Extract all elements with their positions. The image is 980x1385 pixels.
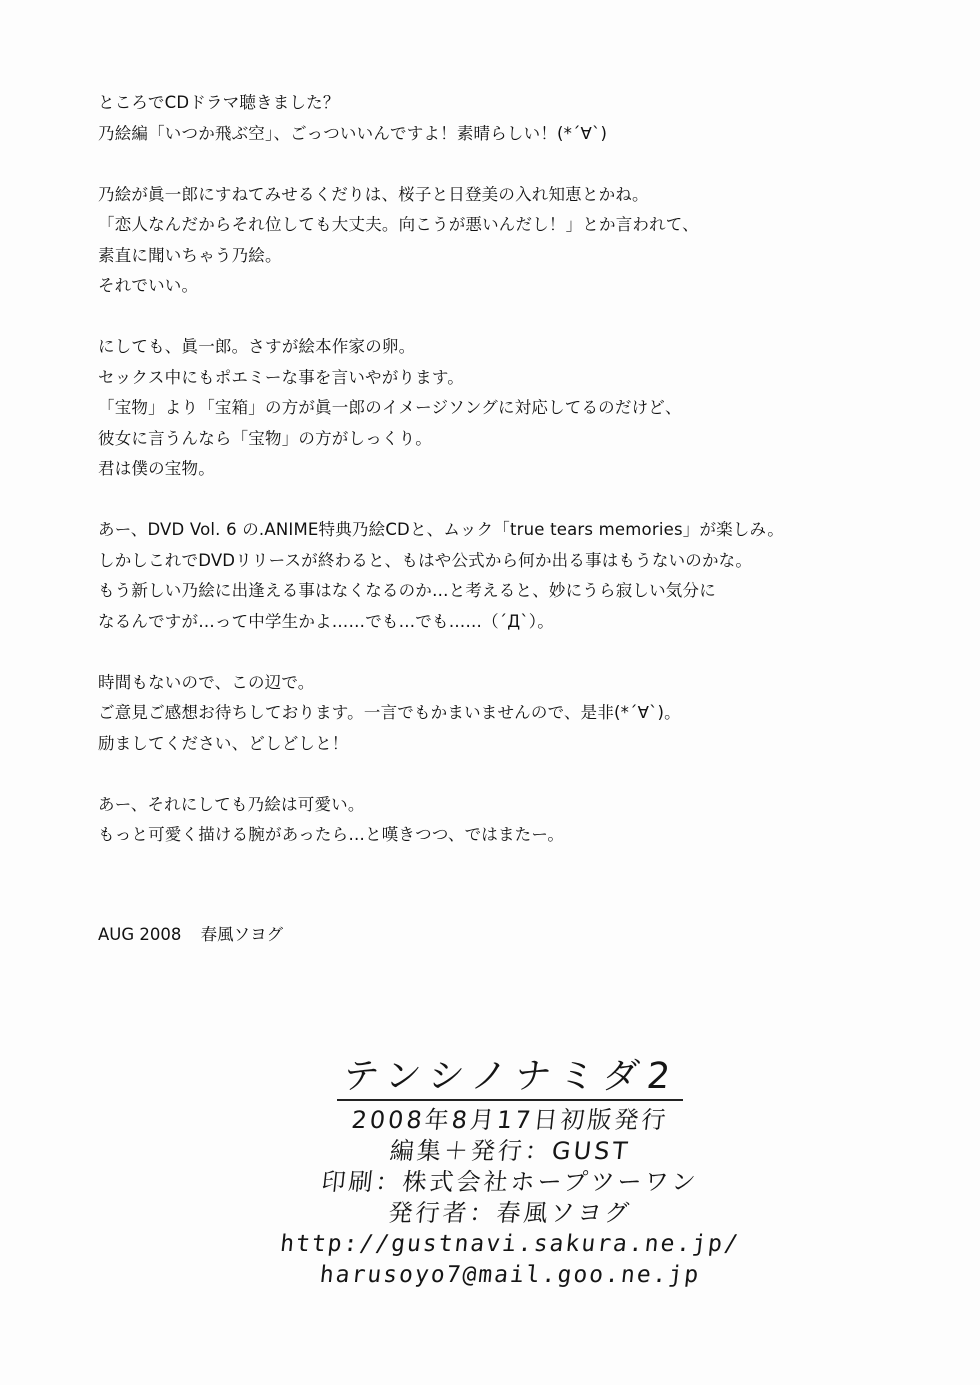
colophon-edition: 2008年8月17日初版発行	[350, 1106, 670, 1134]
text-line: セックス中にもポエミーな事を言いやがります。	[98, 367, 464, 387]
paragraph-gap	[98, 485, 898, 516]
text-line: 彼女に言うんなら「宝物」の方がしっくり。	[98, 428, 432, 448]
colophon-url: http://gustnavi.sakura.ne.jp/	[278, 1231, 742, 1257]
paragraph-gap	[98, 759, 898, 790]
paragraph-gap	[98, 302, 898, 333]
text-line: それでいい。	[98, 276, 199, 295]
colophon-email: harusoyo7@mail.goo.ne.jp	[318, 1262, 702, 1288]
text-line: 励ましてください、どしどしと！	[98, 733, 349, 753]
text-line: 「宝物」より「宝箱」の方が眞一郎のイメージソングに対応してるのだけど、	[98, 398, 682, 417]
text-line: 時間もないので、この辺で。	[98, 672, 315, 692]
text-line: ところでCDドラマ聴きました？	[98, 93, 340, 112]
text-line: 乃絵が眞一郎にすねてみせるくだりは、桜子と日登美の入れ知恵とかね。	[98, 184, 649, 204]
text-line: あー、DVD Vol. 6 の.ANIME特典乃絵CDと、ムック「true tears memories」が楽しみ。	[98, 520, 784, 539]
colophon-title-wrap	[337, 1055, 684, 1101]
text-line: なるんですが…って中学生かよ……でも…でも……（´Д`）。	[98, 611, 554, 631]
text-line: 「恋人なんだからそれ位しても大丈夫。向こうが悪いんだし！」とか言われて、	[98, 215, 699, 234]
text-line: 素直に聞いちゃう乃絵。	[98, 245, 282, 265]
paragraph-gap	[98, 637, 898, 668]
colophon-title: テンシノナミダ2	[340, 1056, 680, 1097]
text-line: あー、それにしても乃絵は可愛い。	[98, 794, 365, 814]
text-line: 君は僕の宝物。	[98, 459, 215, 478]
afterword-text	[98, 88, 898, 851]
text-line: もっと可愛く描ける腕があったら…と嘆きつつ、ではまたー。	[98, 825, 565, 844]
text-line: しかしこれでDVDリリースが終わると、もはや公式から何か出る事はもうないのかな。	[98, 550, 753, 570]
colophon-printer: 印刷：株式会社ホープツーワン	[320, 1168, 700, 1196]
colophon	[280, 1055, 740, 1291]
text-line: もう新しい乃絵に出逢える事はなくなるのか…と考えると、妙にうら寂しい気分に	[98, 581, 716, 600]
colophon-editor: 編集＋発行：GUST	[388, 1137, 632, 1165]
signature-date: AUG 2008	[98, 925, 182, 944]
colophon-publisher: 発行者：春風ソヨグ	[387, 1199, 634, 1227]
text-line: 乃絵編「いつか飛ぶ空」、ごっついいんですよ！素晴らしい！(*´∀`)	[98, 123, 608, 143]
text-line: にしても、眞一郎。さすが絵本作家の卵。	[98, 337, 416, 356]
text-line: ご意見ご感想お待ちしております。一言でもかまいませんので、是非(*´∀`)。	[98, 703, 681, 722]
signature	[98, 920, 283, 950]
paragraph-gap	[98, 149, 898, 180]
signature-author: 春風ソヨグ	[200, 925, 284, 944]
